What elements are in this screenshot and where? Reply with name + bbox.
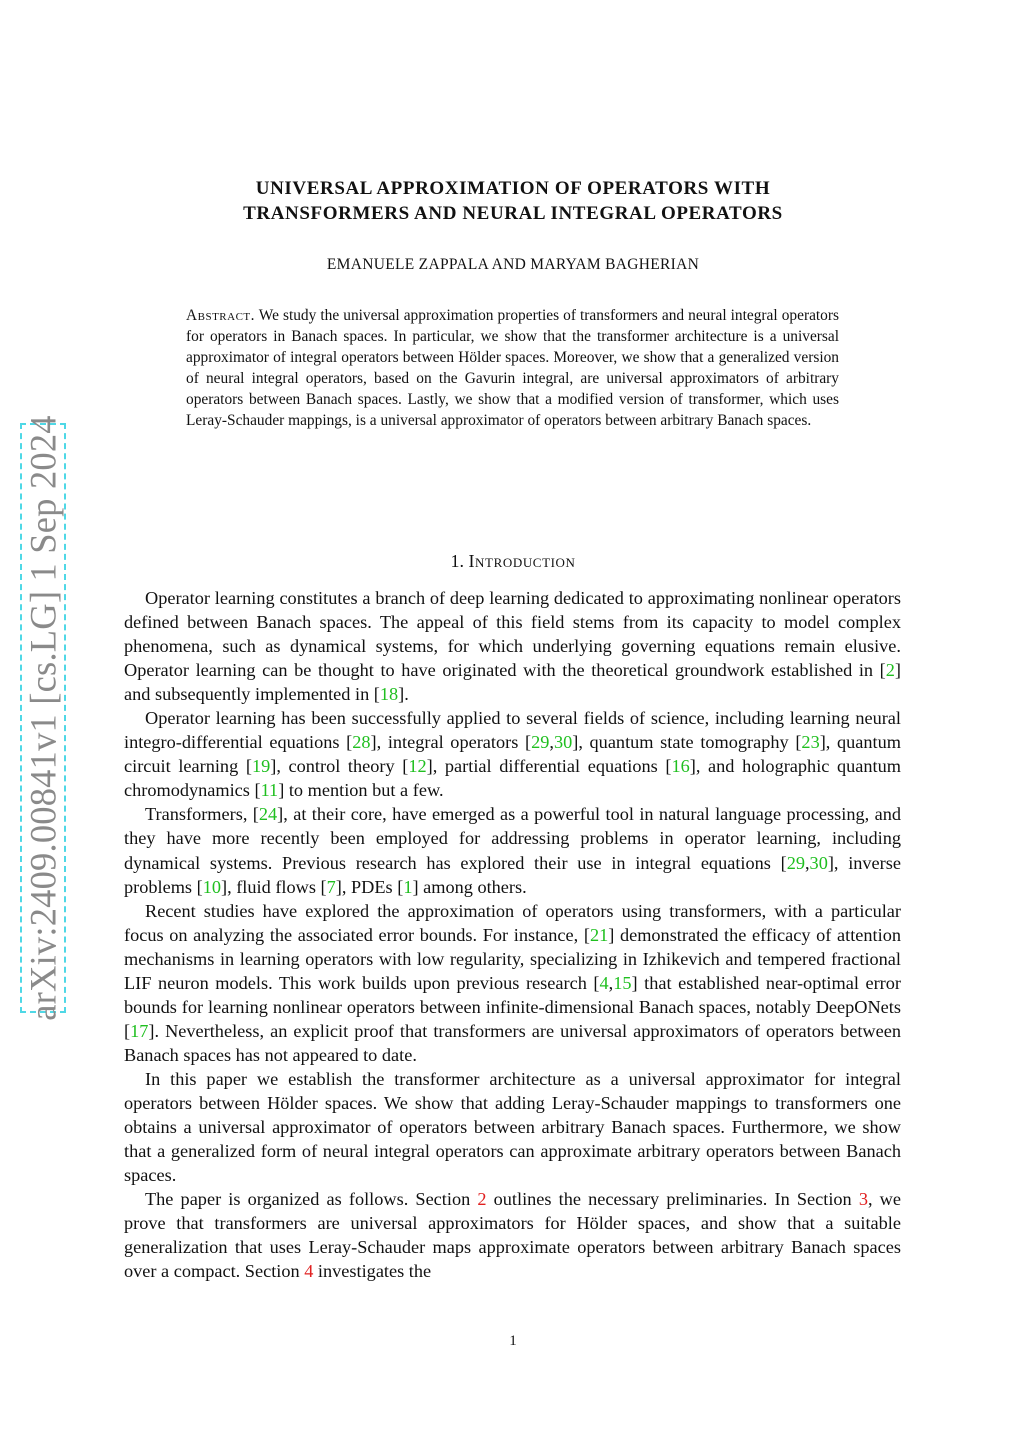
paragraph-text: , integral operators (376, 732, 525, 753)
paragraph-text: , fluid flows (227, 876, 321, 897)
paragraph-text: . (404, 684, 409, 705)
citation-link[interactable]: 10 (202, 876, 221, 897)
section-title: Introduction (468, 551, 576, 571)
section-ref-link[interactable]: 2 (477, 1189, 487, 1210)
paper-title (124, 176, 902, 226)
paragraph-text: outlines the necessary preliminaries. In Section (486, 1189, 859, 1210)
section-heading (124, 551, 902, 572)
paragraph-text: , and holographic quantum chromodynamics (124, 756, 901, 801)
paragraph-text: The paper is organized as follows. Section (145, 1189, 478, 1210)
paragraph-3: Transformers, [24], at their core, have emerged as a powerful tool in natural language processing, and they have more recently been employed for addressing problems in operator learning, including dynamical systems. Previous research has explored their use in integral equations [29,30], inverse problems [10], fluid flows [7], PDEs [1] among others. (124, 804, 901, 897)
paragraph-text: Operator learning constitutes a branch of deep learning dedicated to approximating nonlinear operators defined between Banach spaces. The appeal of this field stems from its capacity to model complex phenomena, such as dynamical systems, for which underlying governing equations remain elusive. Operator learning can be thought to have originated with the theoretical groundwork established in (124, 588, 901, 681)
paragraph-text: Operator learning has been successfully applied to several fields of science, including learning neural integro-differential equations (124, 708, 901, 753)
citation-link[interactable]: 23 (801, 732, 820, 753)
citation-link[interactable]: 30 (553, 732, 573, 753)
abstract-text: We study the universal approximation properties of transformers and neural integral operators for operators in Banach spaces. In particular, we show that the transformer architecture is a universal approximator of integral operators between Hölder spaces. Moreover, we show that a generalized version of neural integral operators, based on the Gavurin integral, are universal approximators of arbitrary operators between Banach spaces. Lastly, we show that a modified version of transformer, which uses Leray-Schauder mappings, is a universal approximator of operators between arbitrary Banach spaces. (186, 307, 839, 429)
arxiv-stamp[interactable] (20, 415, 66, 1021)
citation-link[interactable]: 4 (599, 972, 609, 993)
title-line-1: UNIVERSAL APPROXIMATION OF OPERATORS WITH (255, 178, 771, 199)
citation-link[interactable]: 29 (531, 732, 550, 753)
section-number: 1. (450, 551, 464, 571)
paragraph-text: , PDEs (341, 876, 398, 897)
abstract-label: Abstract. (186, 307, 255, 324)
paragraph-text: , quantum state tomography (578, 732, 796, 753)
citation-link[interactable]: 17 (130, 1020, 149, 1041)
paragraph-4: Recent studies have explored the approximation of operators using transformers, with a particular focus on analyzing the associated error bounds. For instance, [21] demonstrated the efficacy of attention mechanisms in learning operators with low regularity, specializing in Izhikevich and tempered fractional LIF neuron models. This work builds upon previous research [4,15] that established near-optimal error bounds for learning nonlinear operators between infinite-dimensional Banach spaces, notably DeepONets [17]. Nevertheless, an explicit proof that transformers are universal approximators of operators between Banach spaces has not appeared to date. (124, 900, 901, 1065)
paragraph-text: , partial differential equations (432, 756, 666, 777)
citation-link[interactable]: 2 (885, 660, 895, 681)
citation-link[interactable]: 19 (251, 756, 271, 777)
citation-link[interactable]: 21 (589, 924, 609, 945)
citation-link[interactable]: 15 (613, 972, 632, 993)
paragraph-text: investigates the (313, 1261, 432, 1282)
arxiv-identifier: arXiv:2409.00841v1 [cs.LG] 1 Sep 2024 (22, 415, 64, 1021)
paragraph-text: , we prove that transformers are universal approximators for Hölder spaces, and show that a suitable generalization that uses Leray-Schauder maps approximate operators between arbitrary Banach spaces over a compact. Section (124, 1189, 901, 1282)
citation-link[interactable]: 29 (786, 852, 805, 873)
paragraph-2: Operator learning has been successfully applied to several fields of science, including learning neural integro-differential equations [28], integral operators [29,30], quantum state tomography [23], quantum circuit learning [19], control theory [12], partial differential equations [16], and holographic quantum chromodynamics [11] to mention but a few. (124, 708, 901, 801)
paragraph-6 (124, 1187, 901, 1283)
paragraph-text: , quantum circuit learning (124, 732, 901, 777)
citation-link[interactable]: 1 (403, 876, 413, 897)
citation-link[interactable]: 28 (352, 732, 371, 753)
abstract (186, 306, 839, 431)
paragraph-5 (124, 1067, 901, 1187)
paragraph-text: . Nevertheless, an explicit proof that transformers are universal approximators of operators between Banach spaces has not appeared to date. (124, 1020, 901, 1065)
paragraph-text: , at their core, have emerged as a powerful tool in natural language processing, and they have more recently been employed for addressing problems in operator learning, including dynamical systems. Previous research has explored their use in integral equations (124, 804, 901, 873)
introduction-body (124, 586, 901, 1283)
paragraph-text: , inverse problems (124, 852, 901, 897)
paragraph-text: Transformers, (145, 804, 253, 825)
section-ref-link[interactable]: 4 (304, 1261, 314, 1282)
citation-link[interactable]: 12 (408, 756, 427, 777)
citation-link[interactable]: 18 (379, 684, 399, 705)
paragraph-text: to mention but a few. (284, 780, 444, 801)
paragraph-text: In this paper we establish the transformer architecture as a universal approximator for integral operators between Hölder spaces. We show that adding Leray-Schauder mappings to transformers one obtains a universal approximator of operators between arbitrary Banach spaces. Furthermore, we show that a generalized form of neural integral operators can approximate arbitrary operators between Banach spaces. (124, 1068, 901, 1186)
paragraph-text: and subsequently implemented in (124, 684, 374, 705)
citation-link[interactable]: 16 (671, 756, 690, 777)
paragraph-text: , control theory (276, 756, 403, 777)
paragraph-text: among others. (418, 876, 527, 897)
paragraph-text: demonstrated the efficacy of attention mechanisms in learning operators with low regularity, specializing in Izhikevich and tempered fractional LIF neuron models. This work builds upon previous research (124, 924, 901, 993)
citation-link[interactable]: 7 (326, 876, 336, 897)
section-ref-link[interactable]: 3 (858, 1189, 868, 1210)
paragraph-1: Operator learning constitutes a branch of deep learning dedicated to approximating nonlinear operators defined between Banach spaces. The appeal of this field stems from its capacity to model complex phenomena, such as dynamical systems, for which underlying governing equations remain elusive. Operator learning can be thought to have originated with the theoretical groundwork established in [2] and subsequently implemented in [18]. (124, 588, 901, 705)
paragraph-text: Recent studies have explored the approximation of operators using transformers, with a particular focus on analyzing the associated error bounds. For instance, (124, 900, 901, 945)
page-number: 1 (509, 1333, 517, 1349)
citation-link[interactable]: 24 (258, 804, 278, 825)
citation-link[interactable]: 30 (809, 852, 828, 873)
author-list: EMANUELE ZAPPALA AND MARYAM BAGHERIAN (326, 256, 700, 273)
title-line-2: TRANSFORMERS AND NEURAL INTEGRAL OPERATORS (243, 203, 783, 224)
citation-link[interactable]: 11 (260, 780, 279, 801)
paragraph-text: that established near-optimal error bounds for learning nonlinear operators between infinite-dimensional Banach spaces, notably DeepONets (124, 972, 901, 1017)
